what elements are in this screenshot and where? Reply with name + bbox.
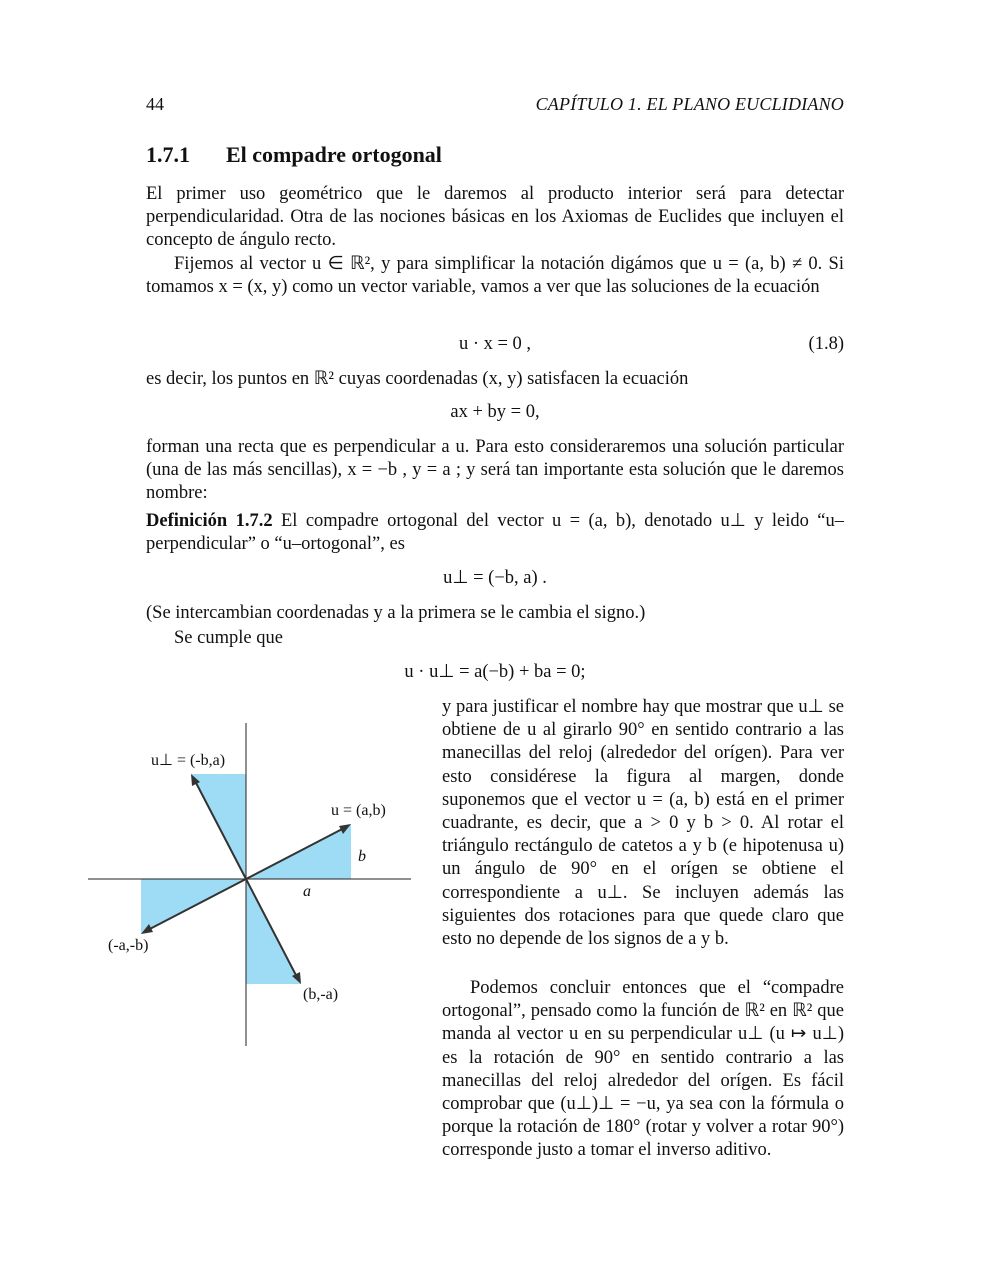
definition (146, 510, 844, 556)
paragraph-3: es decir, los puntos en ℝ² cuyas coordenadas (x, y) satisfacen la ecuación (146, 369, 689, 389)
page-number: 44 (146, 94, 164, 114)
label-b-neg-a: (b,-a) (303, 986, 339, 1003)
paragraph-6: Se cumple que (174, 628, 283, 648)
section-number: 1.7.1 (146, 142, 190, 167)
equation-perp: u⊥ = (−b, a) . (443, 568, 547, 588)
running-header (146, 94, 844, 118)
label-u: u = (a,b) (331, 802, 386, 819)
chapter-title: CAPÍTULO 1. EL PLANO EUCLIDIANO (535, 94, 844, 114)
label-b: b (358, 848, 366, 865)
equation-dot: u · u⊥ = a(−b) + ba = 0; (404, 662, 586, 682)
equation-tag: (1.8) (808, 334, 844, 354)
equation-1-8 (146, 334, 844, 355)
paragraph-2: Fijemos al vector u ∈ ℝ², y para simplificar la notación digámos que u = (a, b) ≠ 0. Si tomamos x = (x, y) como un vector variable, vamos a ver que las soluciones de la ecuación (146, 254, 844, 298)
equation-1-8-body: u · x = 0 , (458, 334, 532, 354)
paragraph-4: forman una recta que es perpendicular a u. Para esto consideraremos una solución particular (una de las más sencillas), x = −b , y = a ; y será tan importante esta solución que le daremos nombre: (146, 437, 844, 504)
paragraph-7: y para justificar el nombre hay que mostrar que u⊥ se obtiene de u al girarlo 90° en sentido contrario a las manecillas del reloj (alrededor del orígen). Para ver esto considérese la figura al margen, donde suponemos que el vector u = (a, b) está en el primer cuadrante, es decir, que a > 0 y b > 0. Al rotar el triángulo rectángulo de catetos a y b (e hipotenusa u) un ángulo de 90° en el orígen se obtiene el correspondiente a u⊥. Se incluyen además las siguientes dos rotaciones para que quede claro que esto no depende de los signos de a y b. (442, 697, 844, 950)
paragraph-5: (Se intercambian coordenadas y a la primera se le cambia el signo.) (146, 603, 646, 623)
label-neg-a-neg-b: (-a,-b) (108, 937, 149, 954)
definition-label: Definición 1.7.2 (146, 511, 273, 531)
rotation-figure (86, 720, 416, 1050)
label-a: a (303, 883, 311, 900)
section-heading (146, 142, 442, 168)
label-uperp: u⊥ = (-b,a) (151, 752, 226, 769)
paragraph-8-top: Podemos concluir entonces que el “compadre ortogonal”, pensado como la función de ℝ² en ℝ² que manda al vector u en su perpendicular u⊥ (u ↦ u⊥) es la rotación de 90° en sentido contrario a las manecillas del reloj alrededor del orígen. Es fácil comprobar que (u⊥)⊥ = −u, ya sea con la fórmula o porque la rotación de 180° (rotar y volver a rotar 90°) corresponde justo a tomar el inverso aditivo. (442, 978, 844, 1161)
section-title: El compadre ortogonal (226, 142, 442, 167)
definition-text: El compadre ortogonal del vector u = (a, b), denotado u⊥ y leido “u–perpendicular” o “u–ortogonal”, es (146, 511, 844, 555)
equation-line: ax + by = 0, (450, 402, 540, 422)
paragraph-1: El primer uso geométrico que le daremos al producto interior será para detectar perpendicularidad. Otra de las nociones básicas en los Axiomas de Euclides que incluyen el concepto de ángulo recto. (146, 184, 844, 251)
